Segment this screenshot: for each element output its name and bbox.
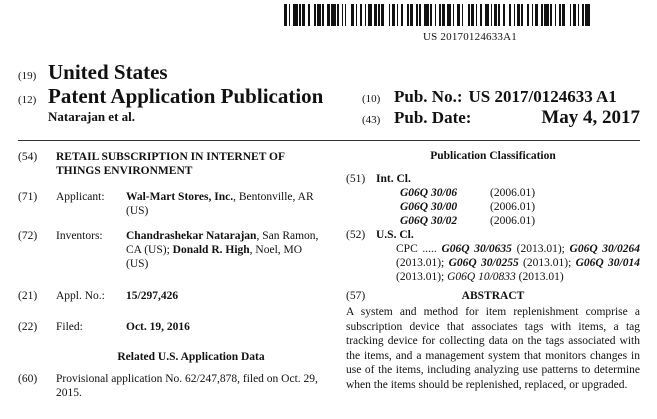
code-60: (60) [18, 373, 38, 385]
country: United States [48, 60, 168, 84]
code-19: (19) [18, 70, 37, 82]
code-54: (54) [18, 151, 38, 163]
cpc-class-5: G06Q 10/0833 [447, 271, 516, 283]
code-43: (43) [362, 114, 381, 126]
code-21: (21) [18, 290, 38, 302]
filed-date: Oct. 19, 2016 [126, 321, 190, 333]
int-cl-version: (2006.01) [490, 215, 536, 227]
pub-no-line [362, 87, 617, 107]
pub-type-line [18, 84, 323, 109]
int-cl-class: G06Q 30/02 [400, 215, 458, 227]
pub-date: May 4, 2017 [541, 107, 640, 128]
cpc-class-4: G06Q 30/014 [575, 257, 640, 269]
country-line [18, 60, 168, 85]
inventor-2-name: Donald R. High [172, 244, 250, 256]
code-22: (22) [18, 321, 38, 333]
barcode [284, 4, 594, 26]
code-57: (57) [346, 290, 366, 302]
code-51: (51) [346, 173, 366, 185]
appl-no-label: Appl. No.: [56, 290, 105, 302]
applicant-location: , Bentonville, AR (US) [126, 191, 314, 217]
inventors-value [126, 229, 326, 271]
int-cl-label: Int. Cl. [376, 173, 411, 185]
code-72: (72) [18, 230, 38, 242]
pub-date-line [362, 107, 640, 129]
cpc-version-3: (2013.01); [523, 257, 576, 269]
code-71: (71) [18, 191, 38, 203]
inventors-short: Natarajan et al. [48, 109, 136, 124]
pub-no: US 2017/0124633 A1 [468, 87, 617, 106]
pub-date-label: Pub. Date: [394, 108, 472, 127]
applicant-label: Applicant: [56, 191, 105, 203]
pub-type: Patent Application Publication [48, 84, 324, 108]
cpc-class-2: G06Q 30/0264 [569, 243, 640, 255]
related-heading: Related U.S. Application Data [117, 351, 265, 363]
cpc-version-1: (2013.01); [516, 243, 570, 255]
int-cl-row [400, 214, 535, 228]
int-cl-list [400, 186, 535, 228]
int-cl-class: G06Q 30/00 [400, 201, 458, 213]
pub-no-label: Pub. No.: [394, 87, 463, 106]
int-cl-row [400, 186, 535, 200]
int-cl-version: (2006.01) [490, 201, 536, 213]
inventors-label: Inventors: [56, 230, 103, 242]
inventor-2-location: , Noel, MO (US) [126, 244, 303, 270]
filed-label: Filed: [56, 321, 83, 333]
abstract-heading: ABSTRACT [461, 290, 525, 302]
int-cl-row [400, 200, 535, 214]
int-cl-version: (2006.01) [490, 187, 536, 199]
cpc-text [396, 242, 640, 284]
code-52: (52) [346, 229, 366, 241]
cpc-class-1: G06Q 30/0635 [441, 243, 512, 255]
cpc-class-3: G06Q 30/0255 [448, 257, 519, 269]
inventor-1-location: , San Ramon, CA (US); [126, 230, 319, 256]
header-rule [18, 140, 640, 141]
inventor-1-name: Chandrashekar Natarajan [126, 230, 257, 242]
applicant-value [126, 190, 336, 218]
code-12: (12) [18, 94, 37, 106]
pub-class-heading: Publication Classification [430, 150, 556, 162]
cpc-version-5: (2013.01) [518, 271, 564, 283]
us-cl-label: U.S. Cl. [376, 229, 414, 241]
abstract-text: A system and method for item replenishment comprise a subscription device that associates tags with items, a tag tracking device for collecting data on the tags associated with the items, and a management system that monitors changes in use of the items, including analyzing use patterns to determine when the items should be replenished, replaced, or upgraded. [346, 306, 640, 391]
invention-title: RETAIL SUBSCRIPTION IN INTERNET OF THINGS ENVIRONMENT [56, 151, 285, 177]
applicant-name: Wal-Mart Stores, Inc. [126, 191, 234, 203]
appl-no: 15/297,426 [126, 290, 179, 302]
int-cl-class: G06Q 30/06 [400, 187, 458, 199]
cpc-prefix: CPC ..... [396, 243, 437, 255]
barcode-number: US 20170124633A1 [423, 31, 517, 43]
cpc-version-4: (2013.01); [396, 271, 448, 283]
code-10: (10) [362, 93, 381, 105]
cpc-version-2: (2013.01); [396, 257, 449, 269]
provisional-text: Provisional application No. 62/247,878, filed on Oct. 29, 2015. [56, 373, 318, 399]
